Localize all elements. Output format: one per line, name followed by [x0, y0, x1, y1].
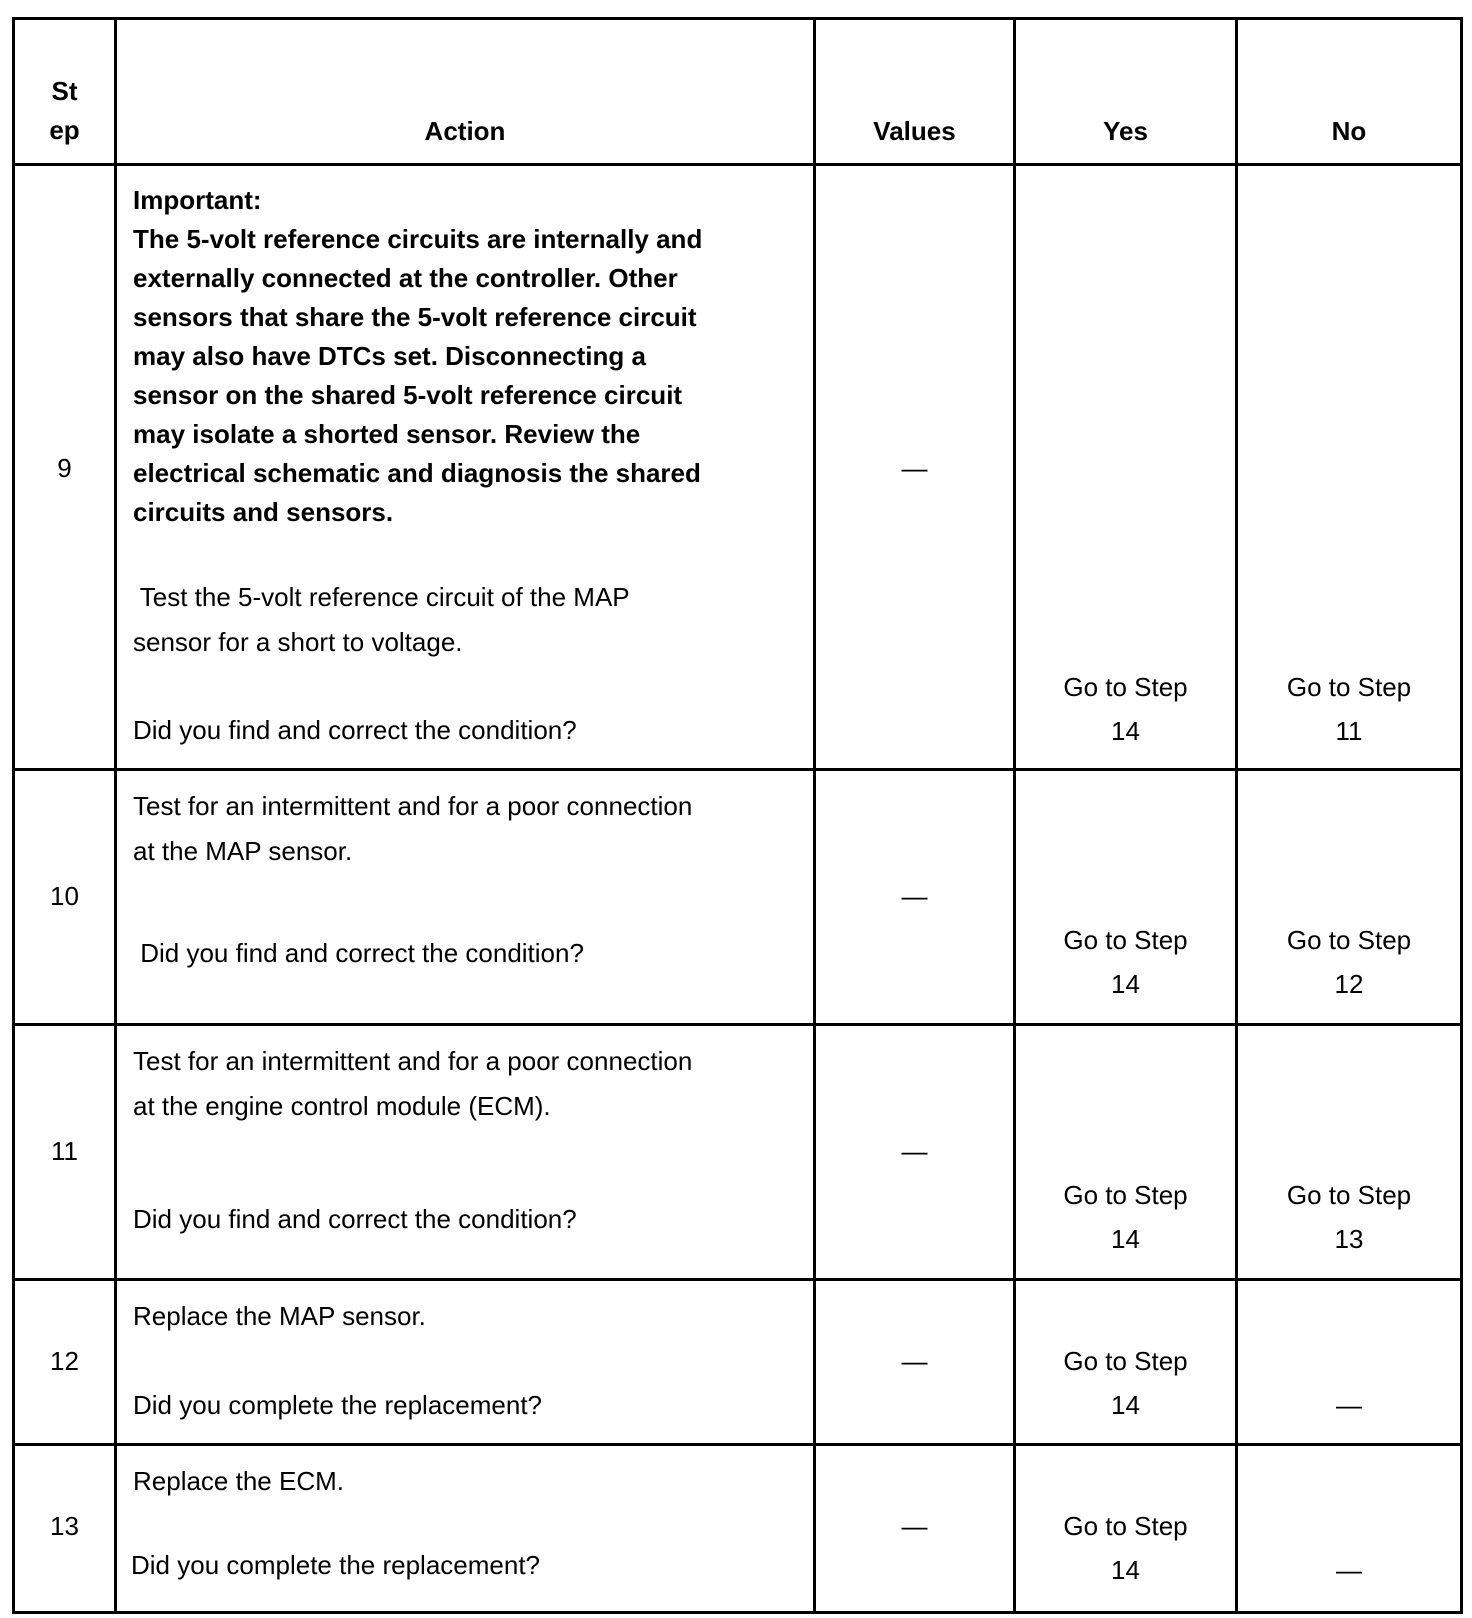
- no-result-line2: 13: [1334, 1224, 1364, 1254]
- important-note-line: externally connected at the controller. Other: [133, 263, 678, 293]
- yes-result-line1: Go to Step: [1063, 925, 1188, 955]
- yes-result: [1016, 1507, 1235, 1590]
- value-dash: —: [901, 1346, 928, 1376]
- yes-result: [1016, 921, 1235, 1004]
- header-step-line1: St: [51, 76, 78, 106]
- row-divider: [12, 1443, 1463, 1446]
- yes-result: [1016, 668, 1235, 751]
- important-note-line: may isolate a shorted sensor. Review the: [133, 419, 641, 449]
- important-note-line: may also have DTCs set. Disconnecting a: [133, 341, 646, 371]
- row-divider: [12, 1278, 1463, 1281]
- action-text: at the engine control module (ECM).: [133, 1091, 551, 1121]
- table-border-bottom: [12, 1611, 1463, 1614]
- no-result-line2: 11: [1335, 716, 1363, 746]
- column-divider: [1235, 17, 1238, 1614]
- action-text: Test for an intermittent and for a poor connection: [133, 1046, 693, 1076]
- value-dash: —: [901, 1511, 928, 1541]
- important-note-line: sensors that share the 5-volt reference circuit: [133, 302, 697, 332]
- action-question: Did you find and correct the condition?: [133, 938, 584, 968]
- yes-result-line1: Go to Step: [1063, 1511, 1188, 1541]
- yes-result-line2: 14: [1111, 969, 1140, 999]
- no-result: [1238, 921, 1460, 1004]
- no-result: [1238, 668, 1460, 751]
- header-step-line2: ep: [49, 115, 80, 145]
- row-divider: [12, 768, 1463, 771]
- yes-result: [1016, 1176, 1235, 1259]
- no-result-line2: 12: [1334, 969, 1364, 999]
- no-dash: —: [1336, 1555, 1362, 1585]
- header-divider: [12, 163, 1463, 166]
- header-yes: Yes: [1103, 116, 1148, 146]
- important-note-line: circuits and sensors.: [133, 497, 394, 527]
- yes-result-line1: Go to Step: [1063, 1180, 1188, 1210]
- no-dash: —: [1336, 1390, 1362, 1420]
- yes-result-line2: 14: [1111, 1555, 1140, 1585]
- action-text: Test for an intermittent and for a poor connection: [133, 791, 693, 821]
- no-result-line1: Go to Step: [1286, 672, 1412, 702]
- step-number: 11: [51, 1136, 78, 1166]
- action-text: at the MAP sensor.: [133, 836, 353, 866]
- column-divider: [114, 17, 117, 1614]
- important-note-line: sensor on the shared 5-volt reference circuit: [133, 380, 683, 410]
- value-dash: —: [901, 453, 928, 483]
- no-result-line1: Go to Step: [1286, 1180, 1412, 1210]
- action-question: Did you complete the replacement?: [133, 1390, 543, 1420]
- action-text: Test the 5-volt reference circuit of the MAP: [133, 582, 630, 612]
- action-text: Replace the ECM.: [133, 1466, 344, 1496]
- table-border-top: [12, 17, 1463, 20]
- action-text: sensor for a short to voltage.: [133, 627, 463, 657]
- important-label: Important:: [133, 185, 262, 215]
- step-number: 13: [50, 1511, 79, 1541]
- action-question: Did you complete the replacement?: [131, 1550, 541, 1580]
- row-divider: [12, 1023, 1463, 1026]
- no-result: [1238, 1176, 1460, 1259]
- value-dash: —: [901, 881, 928, 911]
- important-note-line: The 5-volt reference circuits are internally and: [133, 224, 703, 254]
- important-note-line: electrical schematic and diagnosis the shared: [133, 458, 701, 488]
- step-number: 12: [50, 1346, 79, 1376]
- value-dash: —: [901, 1136, 928, 1166]
- yes-result-line2: 14: [1111, 716, 1140, 746]
- yes-result-line1: Go to Step: [1063, 1346, 1188, 1376]
- header-action: Action: [424, 116, 506, 146]
- yes-result-line2: 14: [1111, 1390, 1140, 1420]
- action-question: Did you find and correct the condition?: [133, 1204, 577, 1234]
- step-number: 10: [50, 881, 79, 911]
- yes-result-line1: Go to Step: [1063, 672, 1188, 702]
- no-result-line1: Go to Step: [1286, 925, 1412, 955]
- yes-result: [1016, 1342, 1235, 1425]
- header-step: [15, 72, 114, 150]
- header-no: No: [1331, 116, 1367, 146]
- step-number: 9: [57, 453, 72, 483]
- action-text: Replace the MAP sensor.: [133, 1301, 426, 1331]
- table-border-right: [1460, 17, 1463, 1614]
- yes-result-line2: 14: [1111, 1224, 1140, 1254]
- action-question: Did you find and correct the condition?: [133, 715, 577, 745]
- header-values: Values: [873, 116, 956, 146]
